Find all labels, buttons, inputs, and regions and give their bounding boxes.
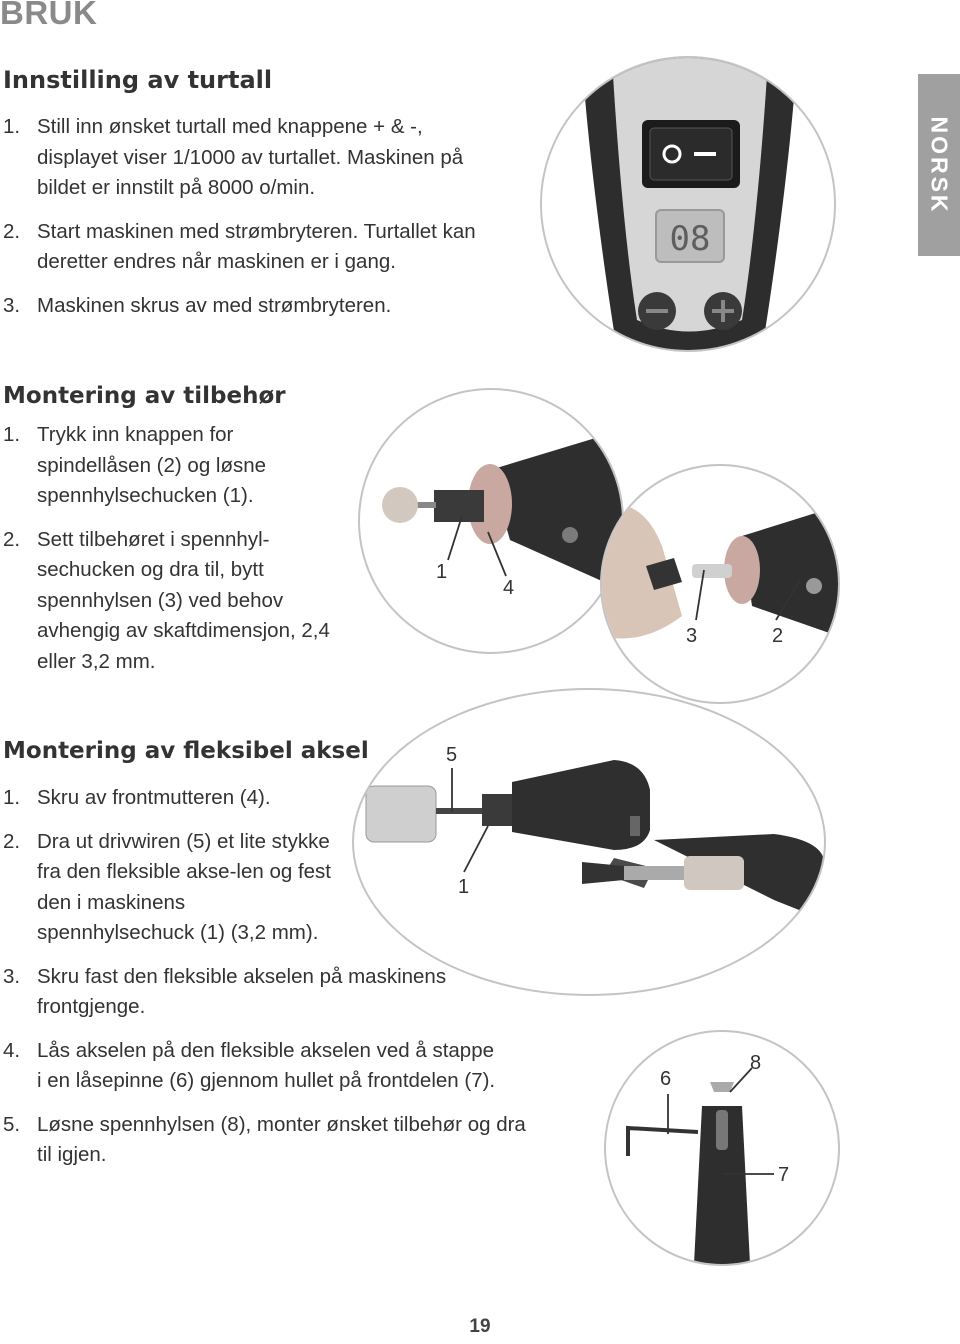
list-item: 2. Sett tilbehøret i spennhyl-sechucken og dra til, bytt spennhylsen (3) ved behov avhengig av skaftdimensjon, 2,4 eller 3,2 mm. [3,527,330,673]
control-panel-figure [540,56,836,352]
flex-leader-lines [440,768,520,908]
language-tab [918,74,960,256]
section-title-speed: Innstilling av turtall [3,66,273,94]
spindle-label-3: 3 [686,625,698,647]
page-header: BRUK [0,0,98,31]
list-item: 1. Trykk inn knappen for spindellåsen (2) og løsne spennhylsechucken (1). [3,423,267,507]
list-item: 1. Still inn ønsket turtall med knappene + & -, displayet viser 1/1000 av turtallet. Maskinen på bildet er innstilt på 8000 o/min. [3,115,464,199]
language-tab-label: NORSK [926,115,953,215]
lock-label-7: 7 [778,1164,790,1186]
chuck-label-4: 4 [503,577,515,599]
accessory-steps-list [3,420,333,690]
list-item: 1. Skru av frontmutteren (4). [3,786,271,809]
list-item: 5. Løsne spennhylsen (8), monter ønsket tilbehør og dra til igjen. [3,1112,526,1166]
section-title-accessory: Montering av tilbehør [3,383,286,409]
list-item: 3. Skru fast den fleksible akselen på maskinens frontgjenge. [3,964,447,1018]
lock-label-8: 8 [750,1052,762,1074]
list-item: 2. Dra ut drivwiren (5) et lite stykke fra den fleksible akse-len og fest den i maskinens spennhylsechuck (1) (3,2 mm). [3,829,331,944]
spindle-label-2: 2 [772,625,784,647]
control-panel-illustration [542,58,834,350]
spindle-leader-lines [690,560,810,630]
flex-label-5: 5 [446,744,458,766]
lock-label-6: 6 [660,1068,672,1090]
chuck-leader-lines [440,510,530,600]
lock-leader-lines [660,1060,800,1180]
speed-steps-list [3,112,503,334]
list-item: 4. Lås akselen på den fleksible akselen ved å stappe i en låsepinne (6) gjennom hullet på frontdelen (7). [3,1038,496,1092]
chuck-label-1: 1 [436,561,448,583]
display-digits: 08 [669,219,711,259]
flex-shaft-figure [352,688,826,996]
page-number: 19 [469,1316,491,1337]
list-item: 3. Maskinen skrus av med strømbryteren. [3,293,392,317]
list-item: 2. Start maskinen med strømbryteren. Turtallet kan deretter endres når maskinen er i gang. [3,219,476,273]
section-title-flex-shaft: Montering av fleksibel aksel [3,738,369,764]
flex-label-1: 1 [458,876,470,898]
